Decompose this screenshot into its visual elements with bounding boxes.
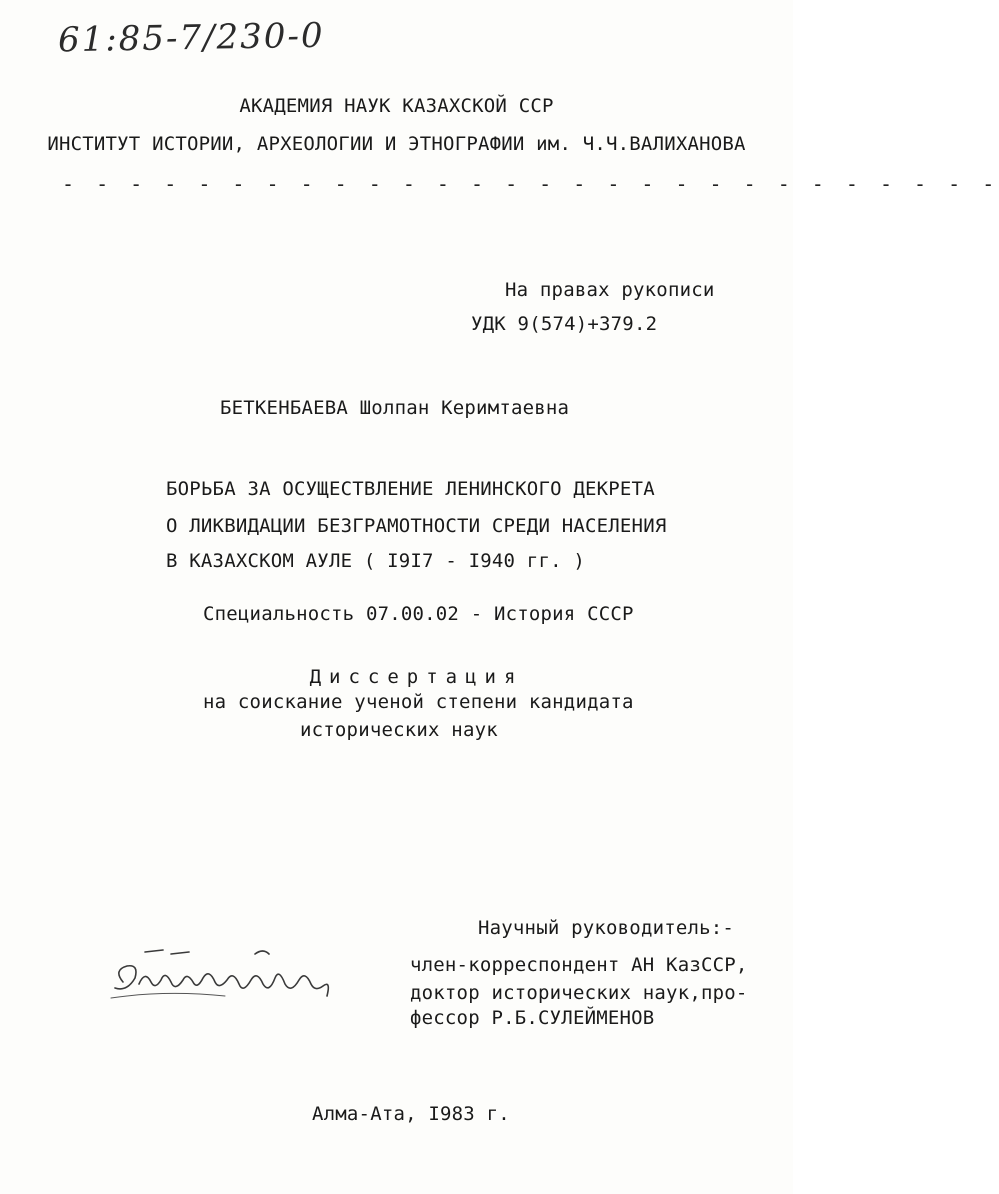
manuscript-rights: На правах рукописи xyxy=(505,279,715,301)
supervisor-line-3: фессор Р.Б.СУЛЕЙМЕНОВ xyxy=(410,1007,655,1029)
title-line-1: БОРЬБА ЗА ОСУЩЕСТВЛЕНИЕ ЛЕНИНСКОГО ДЕКРЕТА xyxy=(166,478,655,500)
dissertation-heading: Диссертация xyxy=(309,666,524,688)
institute-name: ИНСТИТУТ ИСТОРИИ, АРХЕОЛОГИИ И ЭТНОГРАФИИ им. Ч.Ч.ВАЛИХАНОВА xyxy=(47,133,746,155)
title-line-3: В КАЗАХСКОМ АУЛЕ ( I9I7 - I940 гг. ) xyxy=(166,550,586,572)
supervisor-label: Научный руководитель:- xyxy=(478,917,735,939)
supervisor-line-2: доктор исторических наук,про- xyxy=(410,982,748,1004)
dissertation-field: исторических наук xyxy=(300,719,498,741)
author-name: БЕТКЕНБАЕВА Шолпан Керимтаевна xyxy=(220,397,570,419)
supervisor-line-1: член-корреспондент АН КазССР, xyxy=(410,954,748,976)
academy-name: АКАДЕМИЯ НАУК КАЗАХСКОЙ ССР xyxy=(239,95,554,117)
title-line-2: О ЛИКВИДАЦИИ БЕЗГРАМОТНОСТИ СРЕДИ НАСЕЛЕНИЯ xyxy=(166,515,667,537)
udk-code: УДК 9(574)+379.2 xyxy=(471,313,658,335)
separator-line: - - - - - - - - - - - - - - - - - - - - - - - - - - - - xyxy=(62,172,999,196)
specialty: Специальность 07.00.02 - История СССР xyxy=(203,603,634,625)
archive-number: 61:85-7/230-0 xyxy=(57,15,325,61)
handwritten-signature xyxy=(105,940,355,1015)
dissertation-degree: на соискание ученой степени кандидата xyxy=(203,691,634,713)
place-and-date: Алма-Ата, I983 г. xyxy=(312,1103,510,1125)
